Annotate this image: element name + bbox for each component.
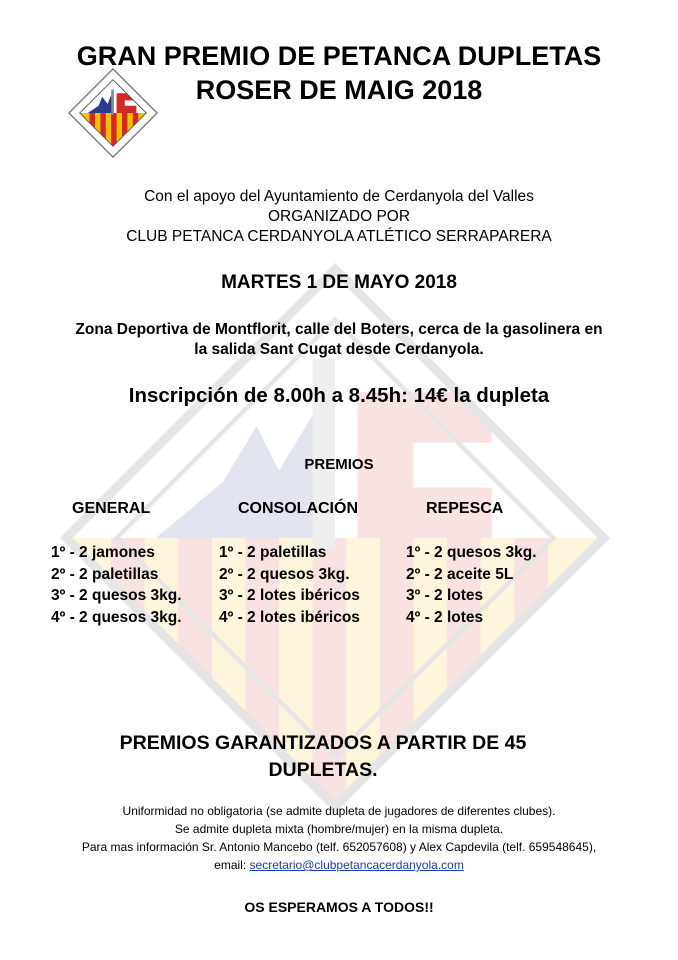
note-contact: Para mas información Sr. Antonio Mancebo (telf. 652057608) y Alex Capdevila (telf. 659548645), bbox=[81, 840, 597, 854]
general-prize-list bbox=[51, 542, 182, 628]
list-item: 2º - 2 paletillas bbox=[51, 565, 159, 583]
venue-line-1: Zona Deportiva de Montflorit, calle del Boters, cerca de la gasolinera en bbox=[75, 321, 603, 338]
inscription-info: Inscripción de 8.00h a 8.45h: 14€ la dupleta bbox=[128, 384, 550, 407]
note-uniform: Uniformidad no obligatoria (se admite dupleta de jugadores de diferentes clubes). bbox=[122, 804, 556, 818]
prizes-heading: PREMIOS bbox=[304, 456, 374, 473]
support-line: Con el apoyo del Ayuntamiento de Cerdanyola del Valles bbox=[144, 188, 534, 205]
consolation-heading: CONSOLACIÓN bbox=[238, 500, 358, 517]
list-item: 1º - 2 quesos 3kg. bbox=[406, 544, 537, 561]
email-line bbox=[0, 857, 678, 874]
repechage-heading: REPESCA bbox=[426, 500, 504, 517]
venue-line-2: la salida Sant Cugat desde Cerdanyola. bbox=[194, 341, 484, 358]
note-mixed: Se admite dupleta mixta (hombre/mujer) en la misma dupleta. bbox=[174, 822, 504, 836]
list-item: 3º - 2 lotes ibéricos bbox=[219, 587, 360, 604]
email-label: email: bbox=[214, 858, 247, 872]
list-item: 3º - 2 quesos 3kg. bbox=[51, 587, 182, 604]
list-item: 2º - 2 aceite 5L bbox=[406, 565, 514, 583]
list-item: 1º - 2 paletillas bbox=[219, 544, 327, 561]
event-date: MARTES 1 DE MAYO 2018 bbox=[221, 272, 457, 293]
list-item: 4º - 2 lotes bbox=[406, 608, 484, 626]
organizer-name: CLUB PETANCA CERDANYOLA ATLÉTICO SERRAPARERA bbox=[126, 228, 552, 245]
closing-message: OS ESPERAMOS A TODOS!! bbox=[244, 899, 434, 915]
list-item: 4º - 2 quesos 3kg. bbox=[51, 608, 182, 626]
guarantee-line-1: PREMIOS GARANTIZADOS A PARTIR DE 45 bbox=[119, 732, 527, 754]
title-line-2: ROSER DE MAIG 2018 bbox=[195, 75, 483, 105]
guarantee-line-2: DUPLETAS. bbox=[268, 759, 378, 781]
email-link[interactable]: secretario@clubpetancacerdanyola.com bbox=[249, 858, 464, 872]
general-heading: GENERAL bbox=[72, 500, 151, 517]
repechage-prize-list bbox=[406, 542, 537, 628]
consolation-prize-list bbox=[219, 542, 360, 628]
list-item: 4º - 2 lotes ibéricos bbox=[219, 608, 360, 626]
organizer-label: ORGANIZADO POR bbox=[267, 208, 411, 225]
list-item: 1º - 2 jamones bbox=[51, 544, 155, 561]
title-line-1: GRAN PREMIO DE PETANCA DUPLETAS bbox=[76, 41, 602, 71]
list-item: 3º - 2 lotes bbox=[406, 587, 484, 604]
list-item: 2º - 2 quesos 3kg. bbox=[219, 565, 350, 583]
